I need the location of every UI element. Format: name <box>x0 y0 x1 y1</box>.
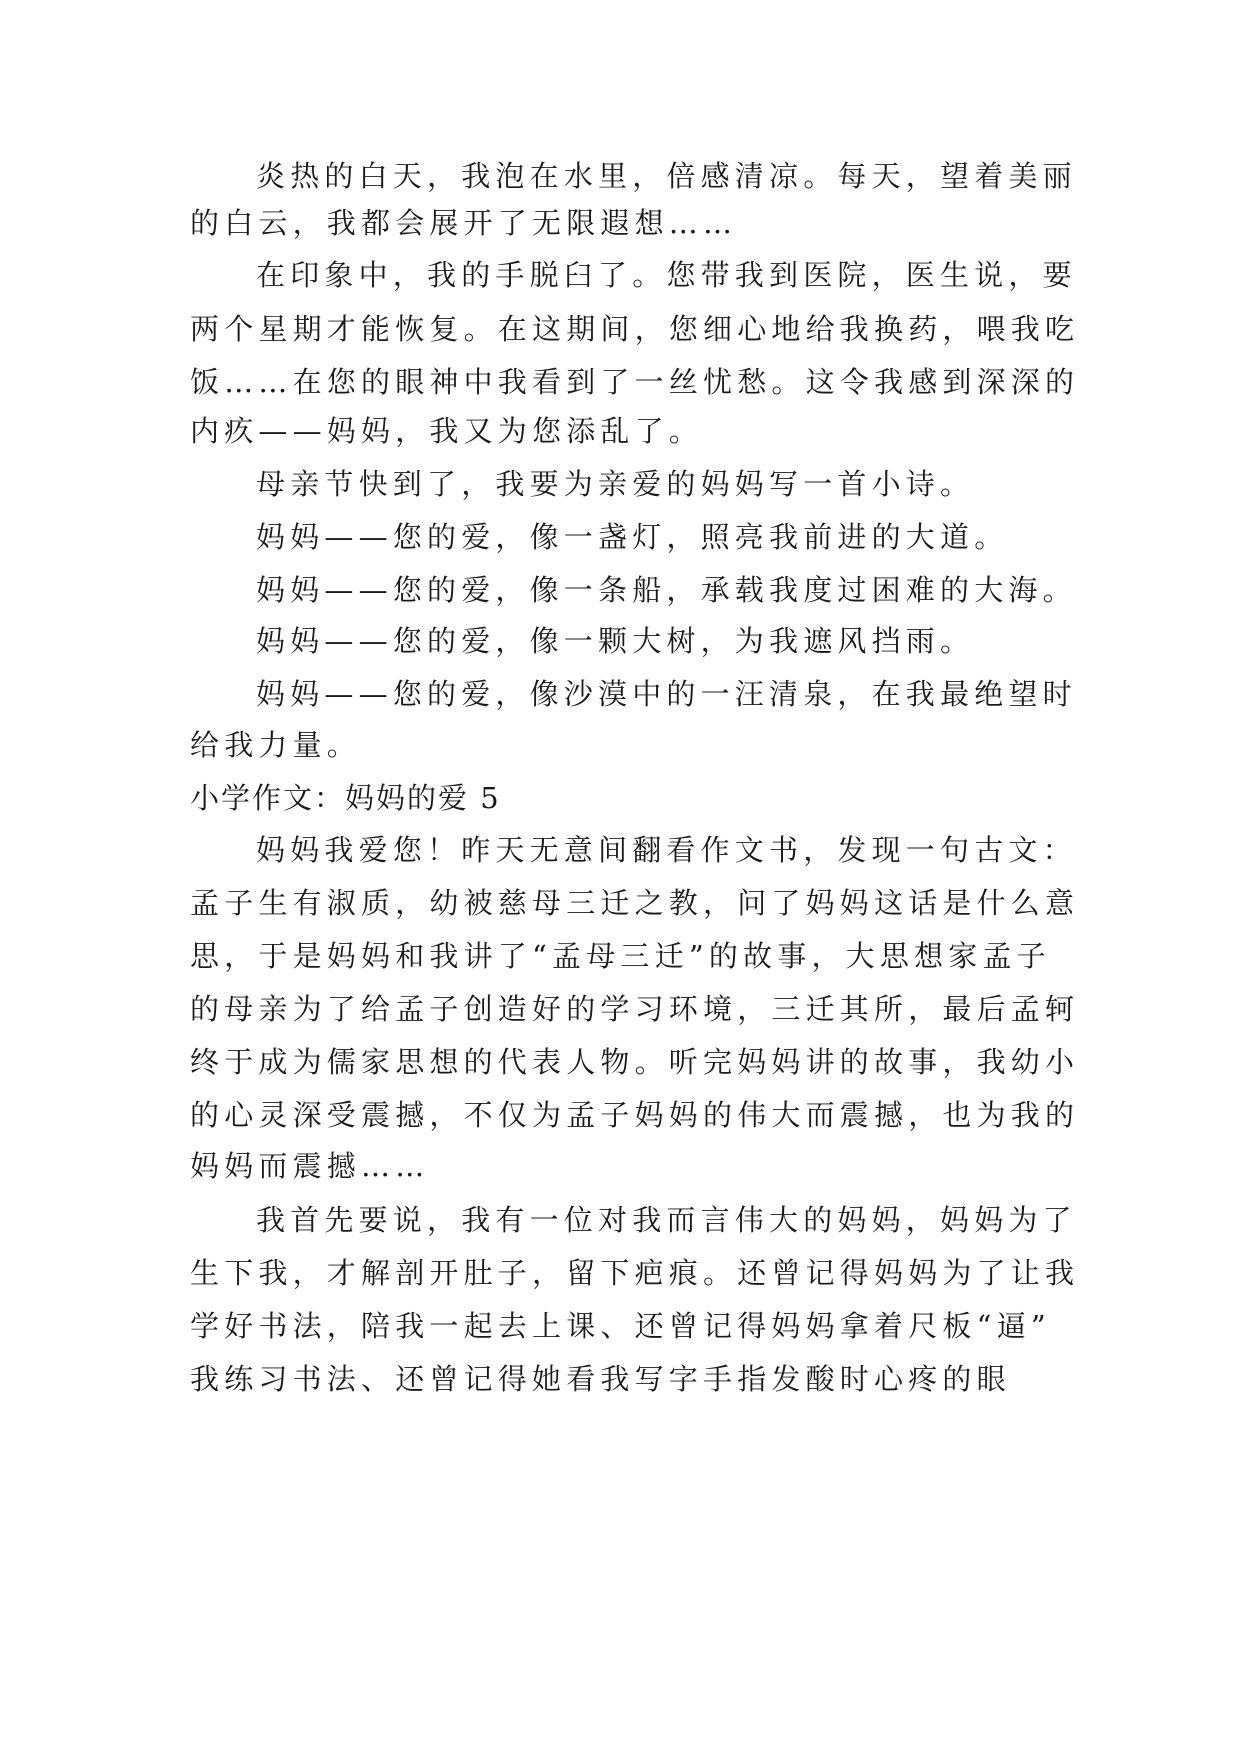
paragraph-line: 思，于是妈妈和我讲了“孟母三迁”的故事，大思想家孟子 <box>190 939 1051 973</box>
poem-line: 给我力量。 <box>190 728 362 762</box>
paragraph-line: 生下我，才解剖开肚子，留下疤痕。还曾记得妈妈为了让我 <box>190 1256 1080 1290</box>
paragraph-line: 炎热的白天，我泡在水里，倍感清凉。每天，望着美丽 <box>256 159 1077 193</box>
poem-line: 妈妈——您的爱，像一盏灯，照亮我前进的大道。 <box>256 520 1009 554</box>
poem-line: 妈妈——您的爱，像沙漠中的一汪清泉，在我最绝望时 <box>256 677 1077 711</box>
paragraph-line: 的心灵深受震撼，不仅为孟子妈妈的伟大而震撼，也为我的 <box>190 1098 1080 1132</box>
paragraph-line: 妈妈而震撼…… <box>190 1149 430 1183</box>
paragraph-line: 孟子生有淑质，幼被慈母三迁之教，问了妈妈这话是什么意 <box>190 886 1080 920</box>
paragraph-line: 的白云，我都会展开了无限遐想…… <box>190 206 738 240</box>
paragraph-line: 在印象中，我的手脱臼了。您带我到医院，医生说，要 <box>256 258 1077 292</box>
poem-line: 妈妈——您的爱，像一颗大树，为我遮风挡雨。 <box>256 624 975 658</box>
paragraph-line: 饭……在您的眼神中我看到了一丝忧愁。这令我感到深深的 <box>190 365 1080 399</box>
paragraph-line: 我首先要说，我有一位对我而言伟大的妈妈，妈妈为了 <box>256 1203 1077 1237</box>
section-heading: 小学作文：妈妈的爱 5 <box>190 781 501 815</box>
paragraph-line: 两个星期才能恢复。在这期间，您细心地给我换药，喂我吃 <box>190 312 1080 346</box>
poem-line: 妈妈——您的爱，像一条船，承载我度过困难的大海。 <box>256 573 1077 607</box>
paragraph-line: 我练习书法、还曾记得她看我写字手指发酸时心疼的眼 <box>190 1362 1011 1396</box>
paragraph-line: 妈妈我爱您！昨天无意间翻看作文书，发现一句古文： <box>256 833 1077 867</box>
paragraph-line: 终于成为儒家思想的代表人物。听完妈妈讲的故事，我幼小 <box>190 1045 1080 1079</box>
paragraph-line: 的母亲为了给孟子创造好的学习环境，三迁其所，最后孟轲 <box>190 992 1080 1026</box>
paragraph-line: 学好书法，陪我一起去上课、还曾记得妈妈拿着尺板“逼” <box>190 1309 1051 1343</box>
paragraph-line: 内疚——妈妈，我又为您添乱了。 <box>190 414 704 448</box>
paragraph-line: 母亲节快到了，我要为亲爱的妈妈写一首小诗。 <box>256 467 975 501</box>
